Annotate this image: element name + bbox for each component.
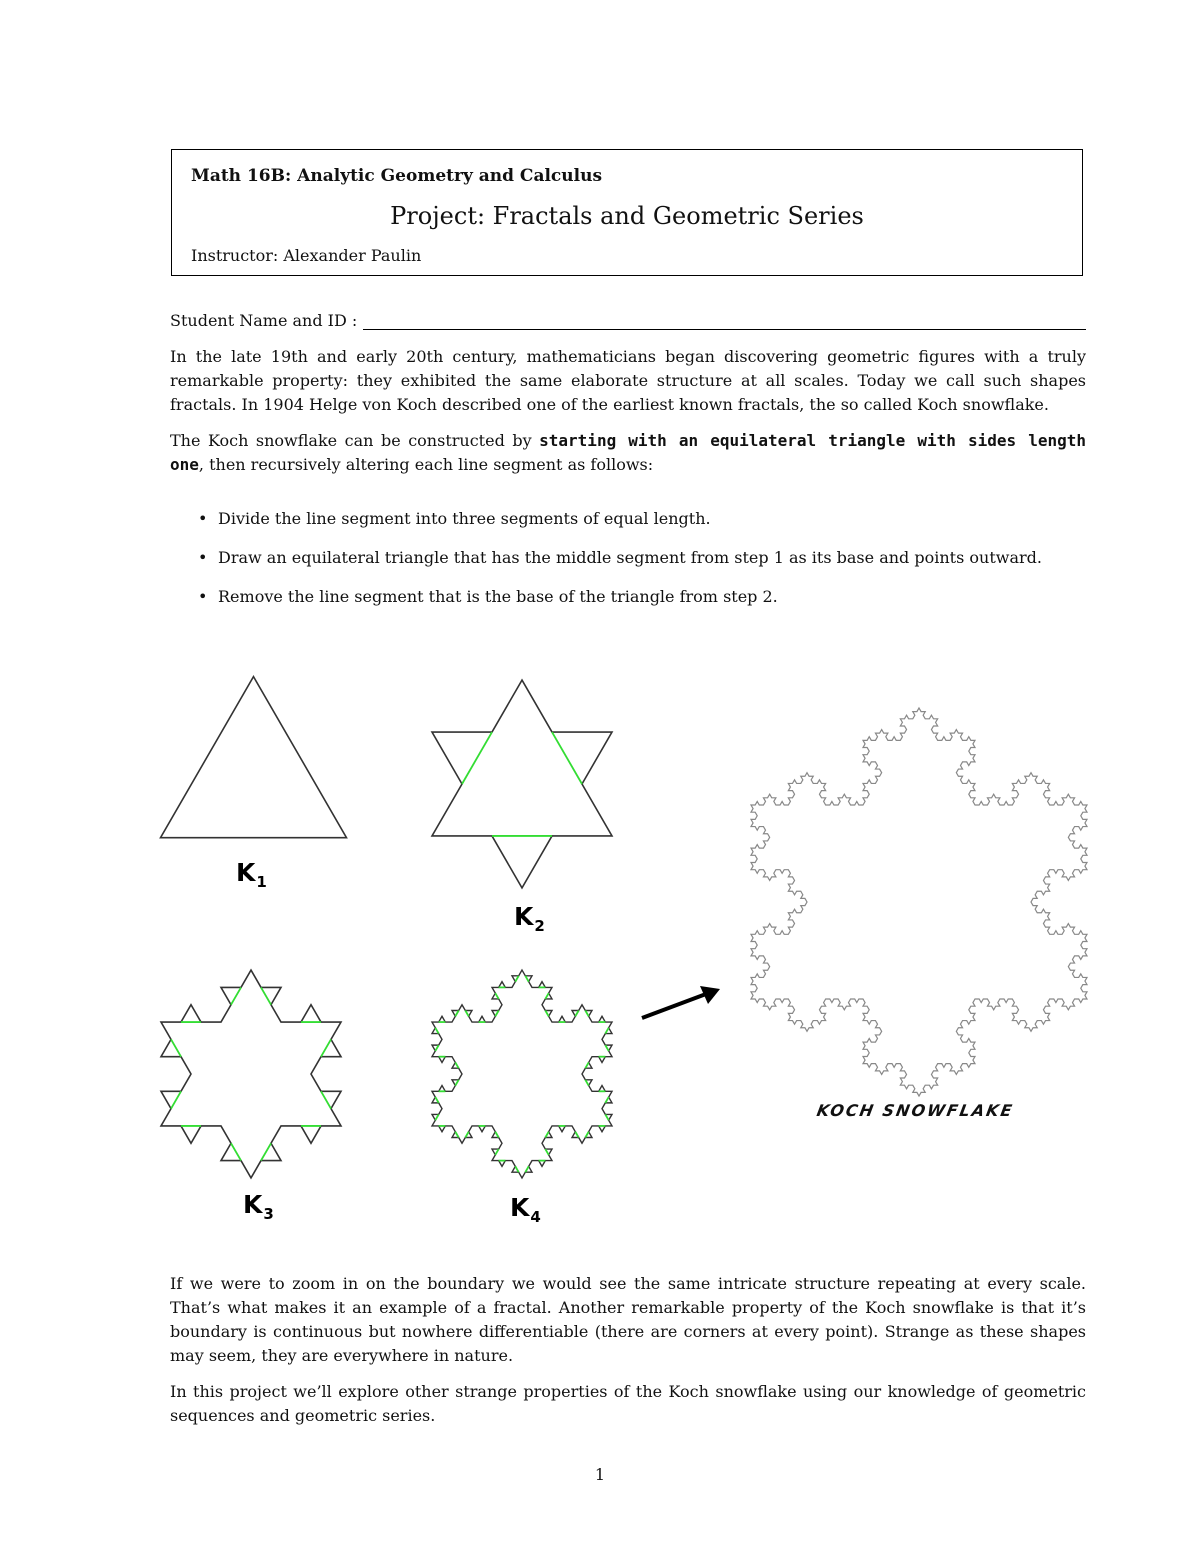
removed-segment	[455, 1062, 458, 1068]
k2-outline	[432, 680, 612, 888]
student-label: Student Name and ID :	[170, 311, 358, 330]
removed-segment	[321, 1039, 331, 1056]
snowflake-caption: KOCH SNOWFLAKE	[815, 1101, 1016, 1120]
intro-paragraph: In the late 19th and early 20th century, mathematicians began discovering geometric figures with a truly remarkable property: they exhibited the same elaborate structure at all scales. Today we call such shapes fractals. In 1904 Helge von Koch described one of the earliest known fractals, the so called Koch snowflake.	[170, 347, 1086, 414]
removed-segment	[231, 1143, 241, 1160]
construction-before: The Koch snowflake can be constructed by	[170, 431, 540, 450]
removed-segment	[171, 1091, 181, 1108]
conclusion-paragraph-1: If we were to zoom in on the boundary we would see the same intricate structure repeating at every scale. That’s what makes it an example of a fractal. Another remarkable property of the Koch snowflake is that it’s boundary is continuous but nowhere differentiable (there are corners at every point). Strange as these shapes may seem, they are everywhere in nature.	[170, 1274, 1086, 1365]
removed-segment	[545, 1132, 548, 1138]
removed-segment	[605, 1028, 608, 1034]
removed-segment	[575, 1132, 578, 1138]
label-k4: $K_4$	[510, 1193, 542, 1226]
label-k1: $K_1$	[236, 858, 268, 891]
removed-segment	[462, 732, 492, 784]
koch-k3-shape	[161, 970, 341, 1178]
removed-segment	[495, 1010, 498, 1016]
k3-outline	[161, 970, 341, 1178]
removed-segment	[545, 1149, 548, 1155]
removed-segment	[321, 1091, 331, 1108]
removed-segment	[545, 1010, 548, 1016]
bullet-icon: •	[198, 587, 208, 606]
k4-outline	[432, 970, 612, 1178]
k1-outline	[161, 677, 347, 838]
removed-segment	[455, 1132, 458, 1138]
removed-segment	[605, 1045, 608, 1051]
step-text: Draw an equilateral triangle that has the middle segment from step 1 as its base and points outward.	[218, 548, 1042, 567]
removed-segment	[495, 1132, 498, 1138]
removed-segment	[605, 1114, 608, 1120]
label-k3: $K_3$	[243, 1190, 275, 1223]
removed-segment	[435, 1045, 438, 1051]
removed-segment	[435, 1028, 438, 1034]
step-text: Divide the line segment into three segments of equal length.	[218, 509, 711, 528]
koch-k1-shape	[161, 677, 347, 838]
label-k2: $K_2$	[514, 902, 546, 935]
bullet-icon: •	[198, 509, 208, 528]
removed-segment	[495, 993, 498, 999]
removed-segment	[261, 987, 271, 1004]
removed-segment	[465, 1010, 468, 1016]
removed-segment	[585, 1080, 588, 1086]
removed-segment	[515, 1166, 518, 1172]
removed-segment	[171, 1039, 181, 1056]
removed-segment	[455, 1080, 458, 1086]
removed-segment	[495, 1149, 498, 1155]
removed-segment	[575, 1010, 578, 1016]
page-number: 1	[594, 1465, 606, 1484]
arrow-icon	[642, 986, 720, 1018]
removed-segment	[585, 1132, 588, 1138]
removed-segment	[545, 993, 548, 999]
project-title: Project: Fractals and Geometric Series	[390, 202, 864, 230]
removed-segment	[435, 1097, 438, 1103]
removed-segment	[231, 987, 241, 1004]
removed-segment	[261, 1143, 271, 1160]
koch-k2-shape	[432, 680, 612, 888]
removed-segment	[585, 1062, 588, 1068]
removed-segment	[605, 1097, 608, 1103]
removed-segment	[525, 1166, 528, 1172]
bullet-icon: •	[198, 548, 208, 567]
removed-segment	[515, 976, 518, 982]
removed-segment	[552, 732, 582, 784]
koch-snowflake-large	[751, 708, 1087, 1096]
construction-bold: starting with an equilateral triangle with sides length one	[170, 431, 1087, 474]
kbig-outline	[751, 708, 1087, 1096]
instructor-line: Instructor: Alexander Paulin	[191, 246, 422, 265]
step-text: Remove the line segment that is the base of the triangle from step 2.	[218, 587, 778, 606]
course-title: Math 16B: Analytic Geometry and Calculus	[191, 166, 603, 186]
removed-segment	[525, 976, 528, 982]
removed-segment	[455, 1010, 458, 1016]
removed-segment	[435, 1114, 438, 1120]
koch-k4-shape	[432, 970, 612, 1178]
conclusion-paragraph-2: In this project we’ll explore other strange properties of the Koch snowflake using our knowledge of geometric sequences and geometric series.	[170, 1382, 1086, 1425]
construction-after: , then recursively altering each line segment as follows:	[198, 455, 654, 474]
removed-segment	[585, 1010, 588, 1016]
removed-segment	[465, 1132, 468, 1138]
